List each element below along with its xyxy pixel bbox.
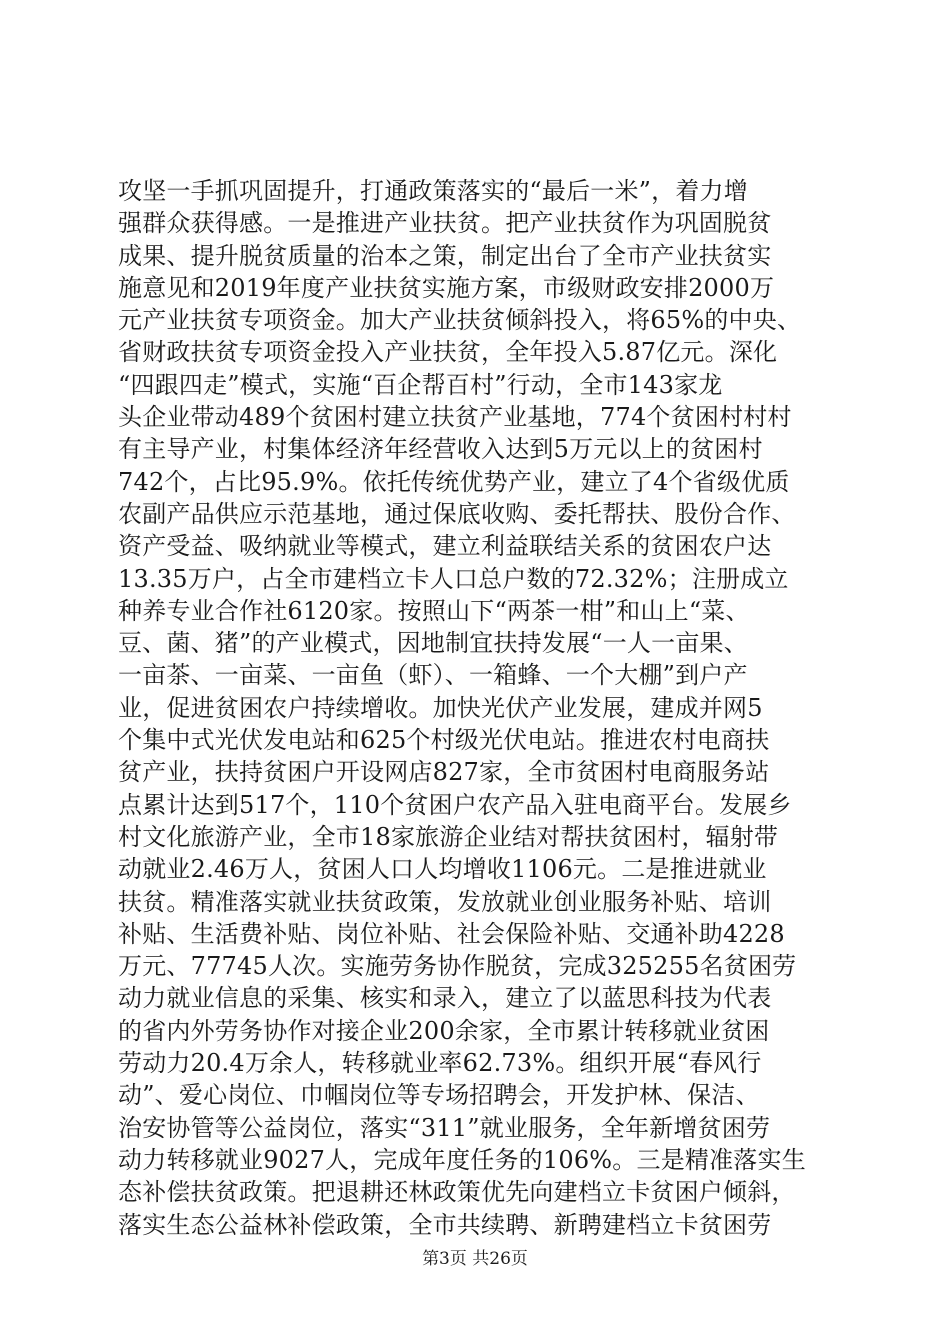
- text-line: 有主导产业，村集体经济年经营收入达到5万元以上的贫困村: [118, 435, 763, 464]
- text-line: 种养专业合作社6120家。按照山下“两茶一柑”和山上“菜、: [118, 596, 750, 625]
- text-line: 元产业扶贫专项资金。加大产业扶贫倾斜投入，将65%的中央、: [118, 306, 802, 335]
- text-line: 点累计达到517个，110个贫困户农产品入驻电商平台。发展乡: [118, 790, 792, 819]
- page-footer: 第3页 共26页: [422, 1249, 528, 1269]
- text-line: 业，促进贫困农户持续增收。加快光伏产业发展，建成并网5: [118, 693, 763, 722]
- text-line: 742个，占比95.9%。依托传统优势产业，建立了4个省级优质: [118, 467, 790, 496]
- text-line: 补贴、生活费补贴、岗位补贴、社会保险补贴、交通补助4228: [118, 919, 785, 948]
- text-line: 万元、77745人次。实施劳务协作脱贫，完成325255名贫困劳: [118, 952, 797, 981]
- text-line: 豆、菌、猪”的产业模式，因地制宜扶持发展“一人一亩果、: [118, 629, 748, 658]
- text-line: 成果、提升脱贫质量的治本之策，制定出台了全市产业扶贫实: [118, 241, 772, 270]
- text-line: 治安协管等公益岗位，落实“311”就业服务，全年新增贫困劳: [118, 1113, 771, 1142]
- text-line: 态补偿扶贫政策。把退耕还林政策优先向建档立卡贫困户倾斜，: [118, 1178, 796, 1207]
- body-text: [118, 175, 830, 1241]
- text-line: 农副产品供应示范基地，通过保底收购、委托帮扶、股份合作、: [118, 499, 796, 528]
- text-line: 省财政扶贫专项资金投入产业扶贫，全年投入5.87亿元。深化: [118, 338, 778, 367]
- text-line: 一亩茶、一亩菜、一亩鱼（虾）、一箱蜂、一个大棚”到户产: [118, 661, 748, 690]
- text-line: 个集中式光伏发电站和625个村级光伏电站。推进农村电商扶: [118, 726, 770, 755]
- text-line: 贫产业，扶持贫困户开设网店827家，全市贫困村电商服务站: [118, 758, 770, 787]
- text-line: 村文化旅游产业，全市18家旅游企业结对帮扶贫困村，辐射带: [118, 822, 779, 851]
- text-line: 的省内外劳务协作对接企业200余家，全市累计转移就业贫困: [118, 1016, 770, 1045]
- text-line: 13.35万户，占全市建档立卡人口总户数的72.32%；注册成立: [118, 564, 789, 593]
- text-line: 强群众获得感。一是推进产业扶贫。把产业扶贫作为巩固脱贫: [118, 209, 772, 238]
- text-line: “四跟四走”模式，实施“百企帮百村”行动，全市143家龙: [118, 370, 723, 399]
- text-line: 动”、爱心岗位、巾帼岗位等专场招聘会，开发护林、保洁、: [118, 1081, 760, 1110]
- text-line: 动力就业信息的采集、核实和录入，建立了以蓝思科技为代表: [118, 984, 772, 1013]
- text-line: 攻坚一手抓巩固提升，打通政策落实的“最后一米”，着力增: [118, 177, 748, 205]
- text-line: 扶贫。精准落实就业扶贫政策，发放就业创业服务补贴、培训: [118, 887, 772, 916]
- text-line: 资产受益、吸纳就业等模式，建立利益联结关系的贫困农户达: [118, 532, 772, 561]
- text-line: 落实生态公益林补偿政策，全市共续聘、新聘建档立卡贫困劳: [118, 1210, 772, 1239]
- text-line: 动力转移就业9027人，完成年度任务的106%。三是精准落实生: [118, 1145, 806, 1174]
- text-line: 劳动力20.4万余人，转移就业率62.73%。组织开展“春风行: [118, 1049, 762, 1078]
- text-line: 动就业2.46万人，贫困人口人均增收1106元。二是推进就业: [118, 855, 767, 884]
- text-line: 头企业带动489个贫困村建立扶贫产业基地，774个贫困村村村: [118, 403, 792, 432]
- text-line: 施意见和2019年度产业扶贫实施方案，市级财政安排2000万: [118, 273, 775, 302]
